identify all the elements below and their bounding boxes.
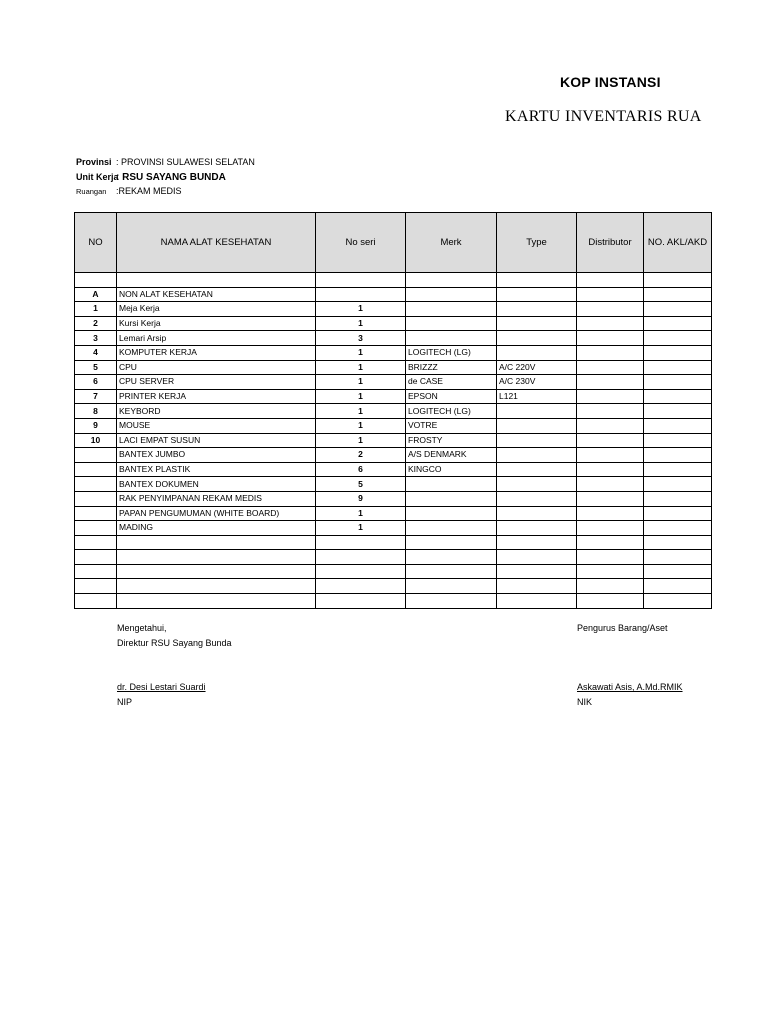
cell-distributor bbox=[577, 506, 644, 521]
cell-no: 9 bbox=[75, 418, 117, 433]
cell-nama-alat: BANTEX JUMBO bbox=[117, 448, 316, 463]
direktur-nip: NIP bbox=[117, 697, 133, 707]
cell-no-akl-akd bbox=[644, 360, 712, 375]
cell-type bbox=[497, 433, 577, 448]
cell-nama-alat: MADING bbox=[117, 521, 316, 536]
cell-nama-alat: KEYBORD bbox=[117, 404, 316, 419]
document-title: KARTU INVENTARIS RUA bbox=[505, 108, 702, 125]
cell-distributor bbox=[577, 360, 644, 375]
cell-distributor bbox=[577, 345, 644, 360]
provinsi-label: Provinsi bbox=[76, 157, 112, 167]
header-no-seri: No seri bbox=[316, 213, 406, 273]
cell-no-akl-akd bbox=[644, 477, 712, 492]
header-merk: Merk bbox=[406, 213, 497, 273]
cell-no-akl-akd bbox=[644, 564, 712, 579]
cell-type bbox=[497, 594, 577, 609]
table-row bbox=[75, 594, 712, 609]
table-row bbox=[75, 550, 712, 565]
cell-distributor bbox=[577, 462, 644, 477]
cell-no-akl-akd bbox=[644, 418, 712, 433]
cell-merk bbox=[406, 535, 497, 550]
table-row bbox=[75, 506, 712, 521]
cell-no-seri bbox=[316, 535, 406, 550]
cell-no: 10 bbox=[75, 433, 117, 448]
cell-type bbox=[497, 331, 577, 346]
cell-no-seri: 1 bbox=[316, 375, 406, 390]
cell-distributor bbox=[577, 535, 644, 550]
cell-no bbox=[75, 564, 117, 579]
table-row bbox=[75, 521, 712, 536]
cell-type: A/C 230V bbox=[497, 375, 577, 390]
table-row bbox=[75, 316, 712, 331]
cell-distributor bbox=[577, 594, 644, 609]
cell-no: 7 bbox=[75, 389, 117, 404]
cell-nama-alat: PAPAN PENGUMUMAN (WHITE BOARD) bbox=[117, 506, 316, 521]
cell-type bbox=[497, 521, 577, 536]
cell-no bbox=[75, 506, 117, 521]
table-row bbox=[75, 491, 712, 506]
table-row bbox=[75, 287, 712, 302]
table-row bbox=[75, 564, 712, 579]
table-row bbox=[75, 433, 712, 448]
cell-distributor bbox=[577, 404, 644, 419]
cell-nama-alat: NON ALAT KESEHATAN bbox=[117, 287, 316, 302]
cell-merk bbox=[406, 521, 497, 536]
cell-no bbox=[75, 594, 117, 609]
cell-type bbox=[497, 418, 577, 433]
cell-merk bbox=[406, 506, 497, 521]
cell-merk bbox=[406, 491, 497, 506]
cell-no-akl-akd bbox=[644, 521, 712, 536]
cell-no-seri: 1 bbox=[316, 302, 406, 317]
cell-no-akl-akd bbox=[644, 345, 712, 360]
cell-no-seri: 1 bbox=[316, 433, 406, 448]
cell-no-seri bbox=[316, 287, 406, 302]
cell-no-akl-akd bbox=[644, 433, 712, 448]
direktur-name: dr. Desi Lestari Suardi bbox=[117, 682, 206, 692]
cell-merk: BRIZZZ bbox=[406, 360, 497, 375]
cell-type bbox=[497, 506, 577, 521]
cell-no-seri: 1 bbox=[316, 404, 406, 419]
cell-type bbox=[497, 564, 577, 579]
table-row bbox=[75, 404, 712, 419]
cell-distributor bbox=[577, 331, 644, 346]
cell-no: 2 bbox=[75, 316, 117, 331]
table-row bbox=[75, 389, 712, 404]
cell-distributor bbox=[577, 477, 644, 492]
cell-no-seri: 1 bbox=[316, 345, 406, 360]
kop-instansi: KOP INSTANSI bbox=[560, 74, 661, 90]
cell-no-seri: 5 bbox=[316, 477, 406, 492]
cell-distributor bbox=[577, 389, 644, 404]
cell-no-akl-akd bbox=[644, 506, 712, 521]
cell-no bbox=[75, 462, 117, 477]
cell-no-akl-akd bbox=[644, 404, 712, 419]
direktur-title: Direktur RSU Sayang Bunda bbox=[117, 638, 232, 648]
cell-merk: KINGCO bbox=[406, 462, 497, 477]
cell-merk: LOGITECH (LG) bbox=[406, 404, 497, 419]
cell-type: A/C 220V bbox=[497, 360, 577, 375]
cell-no bbox=[75, 477, 117, 492]
cell-no-akl-akd bbox=[644, 302, 712, 317]
cell-no-seri bbox=[316, 579, 406, 594]
cell-type bbox=[497, 302, 577, 317]
ruangan-value: :REKAM MEDIS bbox=[116, 186, 182, 196]
cell-type bbox=[497, 535, 577, 550]
unit-kerja-label: Unit Kerja bbox=[76, 172, 119, 182]
cell-no-akl-akd bbox=[644, 389, 712, 404]
cell-no-seri: 1 bbox=[316, 389, 406, 404]
cell-merk: EPSON bbox=[406, 389, 497, 404]
cell-no-seri: 1 bbox=[316, 418, 406, 433]
cell-merk bbox=[406, 477, 497, 492]
header-no-akl-akd: NO. AKL/AKD bbox=[644, 213, 712, 273]
cell-nama-alat: Kursi Kerja bbox=[117, 316, 316, 331]
cell-merk bbox=[406, 594, 497, 609]
cell-nama-alat bbox=[117, 594, 316, 609]
cell-no-seri: 2 bbox=[316, 448, 406, 463]
cell-type bbox=[497, 579, 577, 594]
cell-merk: FROSTY bbox=[406, 433, 497, 448]
table-row bbox=[75, 302, 712, 317]
cell-type bbox=[497, 287, 577, 302]
cell-no bbox=[75, 491, 117, 506]
header-nama-alat: NAMA ALAT KESEHATAN bbox=[117, 213, 316, 273]
cell-no: 1 bbox=[75, 302, 117, 317]
cell-no bbox=[75, 550, 117, 565]
cell-no: A bbox=[75, 287, 117, 302]
pengurus-title: Pengurus Barang/Aset bbox=[577, 623, 668, 633]
cell-merk: de CASE bbox=[406, 375, 497, 390]
cell-distributor bbox=[577, 302, 644, 317]
cell-no-akl-akd bbox=[644, 375, 712, 390]
cell-distributor bbox=[577, 287, 644, 302]
cell-distributor bbox=[577, 375, 644, 390]
cell-no-akl-akd bbox=[644, 448, 712, 463]
cell-merk: VOTRE bbox=[406, 418, 497, 433]
cell-merk bbox=[406, 316, 497, 331]
cell-type bbox=[497, 477, 577, 492]
cell-nama-alat: BANTEX DOKUMEN bbox=[117, 477, 316, 492]
cell-merk bbox=[406, 287, 497, 302]
cell-nama-alat: Lemari Arsip bbox=[117, 331, 316, 346]
cell-no-seri bbox=[316, 594, 406, 609]
cell-no: 5 bbox=[75, 360, 117, 375]
table-row bbox=[75, 360, 712, 375]
cell-no: 6 bbox=[75, 375, 117, 390]
header-distributor: Distributor bbox=[577, 213, 644, 273]
mengetahui-label: Mengetahui, bbox=[117, 623, 167, 633]
cell-nama-alat: MOUSE bbox=[117, 418, 316, 433]
cell-no-akl-akd bbox=[644, 316, 712, 331]
cell-distributor bbox=[577, 491, 644, 506]
cell-distributor bbox=[577, 564, 644, 579]
cell-distributor bbox=[577, 418, 644, 433]
header-no: NO bbox=[75, 213, 117, 273]
cell-nama-alat bbox=[117, 550, 316, 565]
cell-no-akl-akd bbox=[644, 462, 712, 477]
table-gap-row bbox=[75, 273, 712, 288]
table-row bbox=[75, 535, 712, 550]
cell-distributor bbox=[577, 448, 644, 463]
cell-no bbox=[75, 579, 117, 594]
cell-no-akl-akd bbox=[644, 594, 712, 609]
table-row bbox=[75, 579, 712, 594]
cell-merk bbox=[406, 564, 497, 579]
cell-type bbox=[497, 345, 577, 360]
cell-no-akl-akd bbox=[644, 491, 712, 506]
table-row bbox=[75, 375, 712, 390]
cell-distributor bbox=[577, 433, 644, 448]
cell-type bbox=[497, 404, 577, 419]
cell-nama-alat: Meja Kerja bbox=[117, 302, 316, 317]
cell-distributor bbox=[577, 521, 644, 536]
cell-no-akl-akd bbox=[644, 331, 712, 346]
cell-type bbox=[497, 448, 577, 463]
cell-nama-alat: CPU bbox=[117, 360, 316, 375]
cell-no bbox=[75, 535, 117, 550]
ruangan-label: Ruangan bbox=[76, 187, 107, 196]
cell-no-seri: 1 bbox=[316, 521, 406, 536]
cell-merk bbox=[406, 550, 497, 565]
table-row bbox=[75, 345, 712, 360]
cell-type: L121 bbox=[497, 389, 577, 404]
cell-no-seri bbox=[316, 550, 406, 565]
table-row bbox=[75, 462, 712, 477]
cell-merk bbox=[406, 331, 497, 346]
cell-nama-alat: PRINTER KERJA bbox=[117, 389, 316, 404]
table-row bbox=[75, 331, 712, 346]
cell-nama-alat bbox=[117, 564, 316, 579]
unit-kerja-value: : RSU SAYANG BUNDA bbox=[116, 172, 226, 183]
table-row bbox=[75, 418, 712, 433]
cell-no bbox=[75, 448, 117, 463]
cell-no-seri: 3 bbox=[316, 331, 406, 346]
inventory-table bbox=[74, 212, 712, 609]
cell-no: 3 bbox=[75, 331, 117, 346]
cell-merk: LOGITECH (LG) bbox=[406, 345, 497, 360]
cell-no-seri: 1 bbox=[316, 360, 406, 375]
cell-nama-alat bbox=[117, 535, 316, 550]
cell-no-seri: 9 bbox=[316, 491, 406, 506]
cell-merk: A/S DENMARK bbox=[406, 448, 497, 463]
provinsi-value: : PROVINSI SULAWESI SELATAN bbox=[116, 157, 255, 167]
table-row bbox=[75, 477, 712, 492]
cell-nama-alat bbox=[117, 579, 316, 594]
meta-ruangan bbox=[76, 186, 182, 196]
pengurus-name: Askawati Asis, A.Md.RMIK bbox=[577, 682, 683, 692]
cell-type bbox=[497, 316, 577, 331]
meta-provinsi bbox=[76, 157, 255, 167]
table-row bbox=[75, 448, 712, 463]
cell-no-akl-akd bbox=[644, 550, 712, 565]
cell-nama-alat: LACI EMPAT SUSUN bbox=[117, 433, 316, 448]
header-type: Type bbox=[497, 213, 577, 273]
cell-no bbox=[75, 521, 117, 536]
table-header-row bbox=[75, 213, 712, 273]
meta-unit-kerja bbox=[76, 172, 226, 183]
cell-type bbox=[497, 491, 577, 506]
cell-merk bbox=[406, 302, 497, 317]
cell-merk bbox=[406, 579, 497, 594]
cell-nama-alat: CPU SERVER bbox=[117, 375, 316, 390]
cell-no-seri bbox=[316, 564, 406, 579]
cell-no-seri: 6 bbox=[316, 462, 406, 477]
cell-distributor bbox=[577, 316, 644, 331]
cell-no-akl-akd bbox=[644, 535, 712, 550]
cell-distributor bbox=[577, 550, 644, 565]
cell-no-akl-akd bbox=[644, 287, 712, 302]
cell-no: 8 bbox=[75, 404, 117, 419]
cell-nama-alat: RAK PENYIMPANAN REKAM MEDIS bbox=[117, 491, 316, 506]
cell-type bbox=[497, 462, 577, 477]
cell-nama-alat: BANTEX PLASTIK bbox=[117, 462, 316, 477]
cell-nama-alat: KOMPUTER KERJA bbox=[117, 345, 316, 360]
pengurus-nik: NIK bbox=[577, 697, 593, 707]
cell-distributor bbox=[577, 579, 644, 594]
cell-type bbox=[497, 550, 577, 565]
cell-no-akl-akd bbox=[644, 579, 712, 594]
cell-no-seri: 1 bbox=[316, 316, 406, 331]
cell-no: 4 bbox=[75, 345, 117, 360]
cell-no-seri: 1 bbox=[316, 506, 406, 521]
